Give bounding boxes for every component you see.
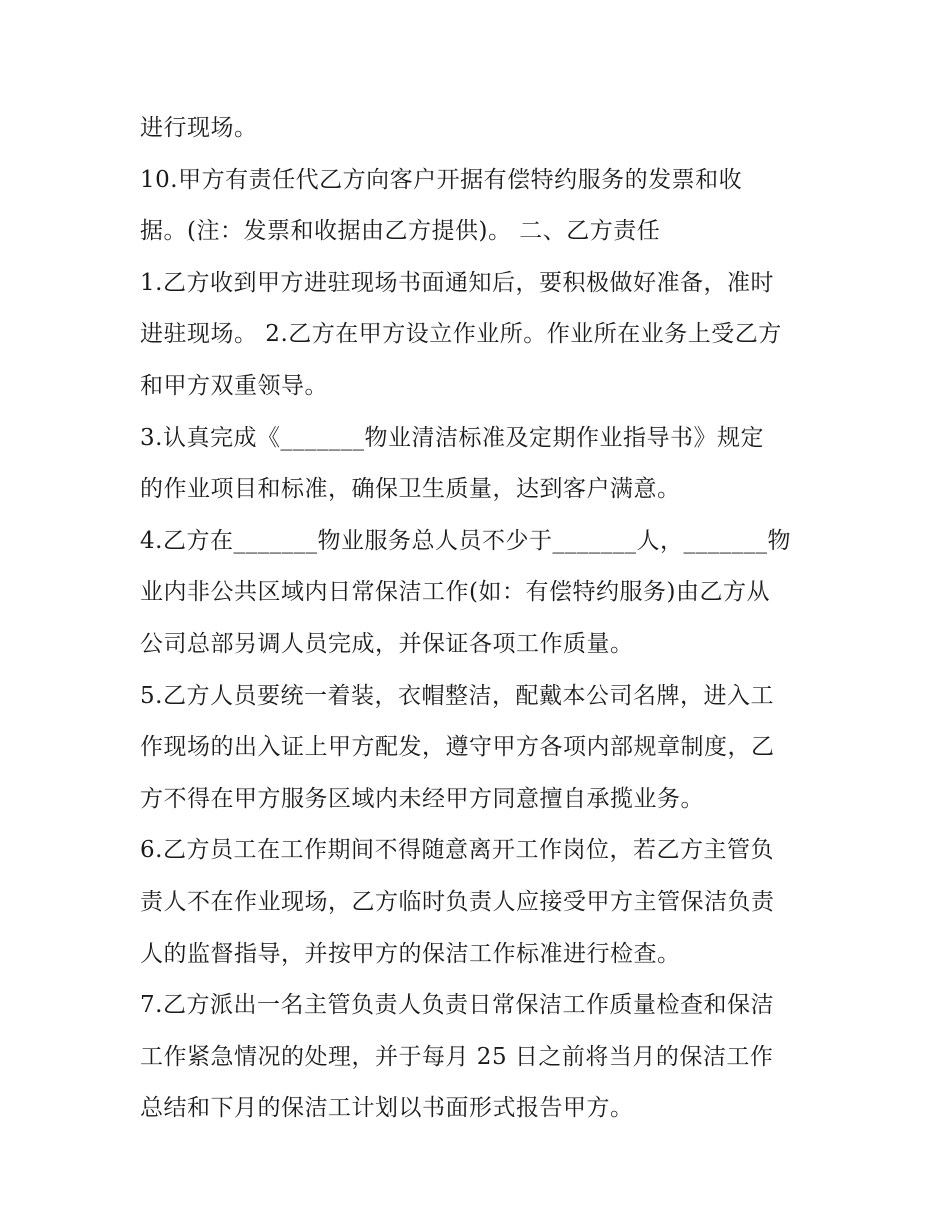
text-line: 工作紧急情况的处理，并于每月 25 日之前将当月的保洁工作 bbox=[140, 1043, 774, 1070]
text-line: 作现场的出入证上甲方配发，遵守甲方各项内部规章制度，乙 bbox=[140, 734, 775, 761]
text-line: 责人不在作业现场，乙方临时负责人应接受甲方主管保洁负责 bbox=[140, 888, 775, 915]
text-line: 的作业项目和标准，确保卫生质量，达到客户满意。 bbox=[140, 476, 681, 503]
text-line: 进行现场。 bbox=[140, 115, 258, 141]
text-line: 4.乙方在_______物业服务总人员不少于_______人，_______物 bbox=[140, 527, 791, 554]
text-line: 6.乙方员工在工作期间不得随意离开工作岗位，若乙方主管负 bbox=[140, 837, 774, 864]
text-line: 10.甲方有责任代乙方向客户开据有偿特约服务的发票和收 bbox=[140, 166, 743, 193]
text-line: 和甲方双重领导。 bbox=[140, 372, 328, 399]
text-line: 方不得在甲方服务区域内未经甲方同意擅自承揽业务。 bbox=[140, 785, 704, 812]
text-line: 进驻现场。 2.乙方在甲方设立作业所。作业所在业务上受乙方 bbox=[140, 321, 782, 348]
text-line: 7.乙方派出一名主管负责人负责日常保洁工作质量检查和保洁 bbox=[140, 992, 774, 1019]
text-line: 公司总部另调人员完成，并保证各项工作质量。 bbox=[140, 630, 634, 657]
text-line: 业内非公共区域内日常保洁工作(如：有偿特约服务)由乙方从 bbox=[140, 579, 770, 606]
text-line: 1.乙方收到甲方进驻现场书面通知后，要积极做好准备，准时 bbox=[140, 269, 774, 296]
text-line: 总结和下月的保洁工计划以书面形式报告甲方。 bbox=[140, 1095, 634, 1122]
text-line: 人的监督指导，并按甲方的保洁工作标准进行检查。 bbox=[140, 940, 681, 967]
text-line: 3.认真完成《_______物业清洁标准及定期作业指导书》规定 bbox=[140, 424, 764, 451]
text-line: 5.乙方人员要统一着装，衣帽整洁，配戴本公司名牌，进入工 bbox=[140, 682, 774, 709]
contract-text bbox=[140, 107, 820, 1139]
text-line: 据。(注：发票和收据由乙方提供)。 二、乙方责任 bbox=[140, 218, 661, 245]
